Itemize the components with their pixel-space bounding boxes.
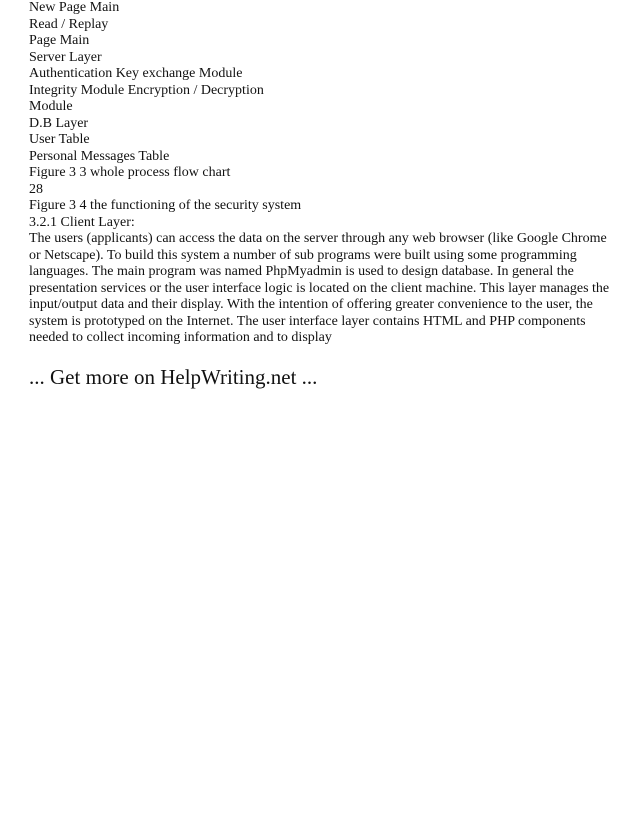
figure-caption: Figure 3 4 the functioning of the security system (29, 198, 302, 213)
figure-caption: Figure 3 3 whole process flow chart (29, 165, 231, 180)
text-line: Read / Replay (29, 16, 109, 32)
document-page (29, 0, 614, 389)
section-heading: 3.2.1 Client Layer: (29, 214, 135, 230)
text-line: New Page Main (29, 0, 120, 15)
text-line: Personal Messages Table (29, 148, 170, 164)
text-line: Server Layer (29, 49, 102, 65)
text-line: Module (29, 99, 73, 114)
text-line: D.B Layer (29, 115, 89, 131)
text-line: Authentication Key exchange Module (29, 66, 243, 81)
body-paragraph: The users (applicants) can access the data on the server through any web browser (like Google Chrome or Netscape). To build this system a number of sub programs were built using some programming languages. The main program was named PhpMyadmin is used to design database. In general the presentation services or the user interface logic is located on the client machine. This layer manages the input/output data and their display. With the intention of offering greater convenience to the user, the system is prototyped on the Internet. The user interface layer contains HTML and PHP components needed to collect incoming information and to display (29, 231, 610, 345)
text-line: Page Main (29, 33, 90, 48)
page-number: 28 (29, 181, 43, 197)
text-line: Integrity Module Encryption / Decryption (29, 82, 264, 98)
text-line: User Table (29, 132, 90, 147)
promo-link[interactable]: ... Get more on HelpWriting.net ... (29, 364, 318, 389)
